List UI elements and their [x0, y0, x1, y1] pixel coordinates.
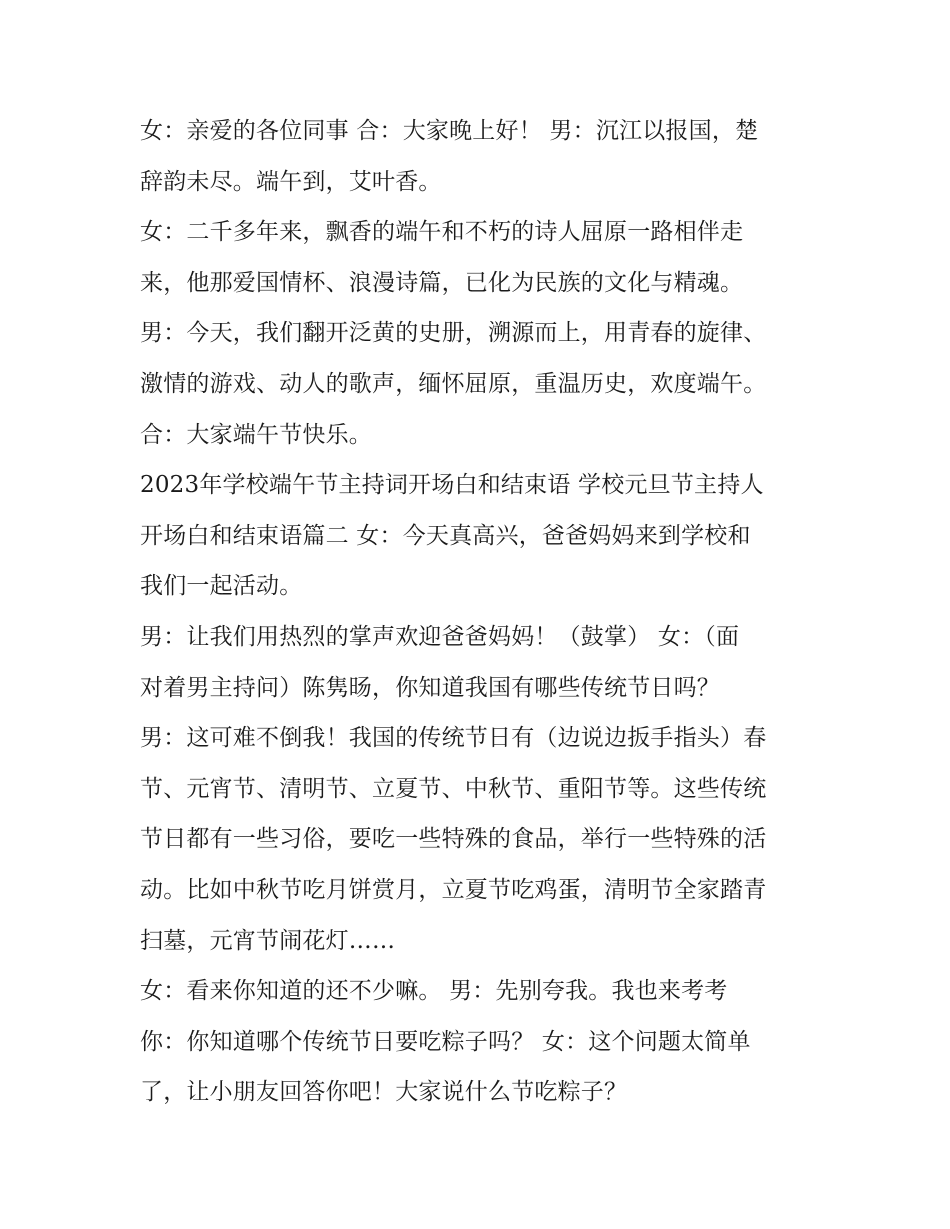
text-line: 男：今天，我们翻开泛黄的史册，溯源而上，用青春的旋律、 [140, 320, 767, 347]
text-line: 合：大家端午节快乐。 [140, 421, 372, 448]
text-line: 节、元宵节、清明节、立夏节、中秋节、重阳节等。这些传统 [140, 775, 767, 802]
text-line: 我们一起活动。 [140, 573, 303, 600]
text-line: 扫墓，元宵节闹花灯…… [140, 927, 396, 954]
text-line: 动。比如中秋节吃月饼赏月，立夏节吃鸡蛋，清明节全家踏青 [140, 876, 767, 903]
text-line: 激情的游戏、动人的歌声，缅怀屈原，重温历史，欢度端午。 [140, 370, 767, 397]
text-line: 男：让我们用热烈的掌声欢迎爸爸妈妈！（鼓掌） 女：（面 [140, 623, 740, 650]
text-line: 2023年学校端午节主持词开场白和结束语 学校元旦节主持人 [140, 472, 764, 499]
text-line: 女：二千多年来，飘香的端午和不朽的诗人屈原一路相伴走 [140, 219, 744, 246]
text-line: 辞韵未尽。端午到，艾叶香。 [140, 168, 442, 195]
text-line: 了，让小朋友回答你吧！大家说什么节吃粽子？ [140, 1079, 628, 1106]
text-line: 来，他那爱国情杯、浪漫诗篇，已化为民族的文化与精魂。 [140, 269, 744, 296]
document-body [140, 106, 830, 1118]
text-line: 你：你知道哪个传统节日要吃粽子吗？ 女：这个问题太简单 [140, 1028, 751, 1055]
text-line: 男：这可难不倒我！我国的传统节日有（边说边扳手指头）春 [140, 725, 767, 752]
text-line: 节日都有一些习俗，要吃一些特殊的食品，举行一些特殊的活 [140, 826, 767, 853]
text-line: 对着男主持问）陈隽旸，你知道我国有哪些传统节日吗？ [140, 674, 720, 701]
text-line: 女：看来你知道的还不少嘛。 男：先别夸我。我也来考考 [140, 978, 728, 1005]
text-line: 女：亲爱的各位同事 合：大家晚上好！ 男：沉江以报国，楚 [140, 118, 759, 144]
text-line: 开场白和结束语篇二 女：今天真高兴，爸爸妈妈来到学校和 [140, 522, 751, 549]
